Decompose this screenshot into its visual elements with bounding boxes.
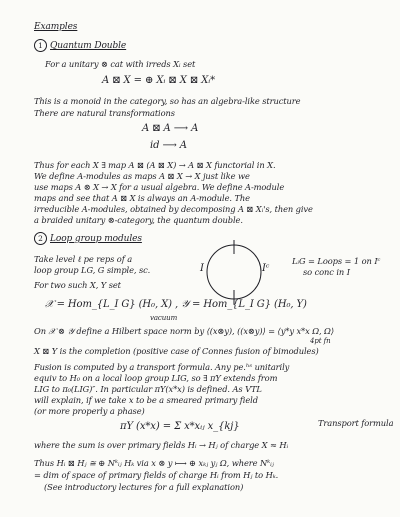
s2-line-9: equiv to H₀ on a local loop group LIG, so ∃ πY extends from — [34, 373, 278, 383]
diagram-label-I: I — [200, 263, 204, 274]
s1-line-5: id ⟶ A — [150, 140, 187, 151]
s2-line-16: Thus Hᵢ ⊠ Hⱼ ≅ ⊕ Nᵏᵢⱼ Hₖ via x ⊗ y ⟼ ⊕ xₖⱼ yⱼ Ω, where Nᵏᵢⱼ — [34, 458, 274, 468]
s2-line-10: LIG to π₀(LIG)″. In particular πY(x*x) is defined. As VTL — [34, 384, 262, 394]
diagram-note-2: so conc in I — [303, 267, 350, 277]
s2-line-6: 4pt fn — [310, 337, 331, 345]
s1-line-7: We define A-modules as maps A ⊠ X → X just like we — [34, 171, 250, 181]
s1-line-4: A ⊠ A ⟶ A — [142, 123, 199, 134]
s2-line-0: Take level ℓ pe reps of a — [34, 254, 133, 264]
section-2-title-text: Loop group modules — [50, 234, 142, 244]
s1-line-3: There are natural transformations — [34, 108, 175, 118]
section-2-number: 2 — [34, 232, 47, 245]
s2-line-7: X ⊠ Y is the completion (positive case of Connes fusion of bimodules) — [34, 346, 319, 356]
diagram-note-1: LᵢG = Loops = 1 on Iᶜ — [292, 256, 381, 266]
s2-line-11: will explain, if we take x to be a smeared primary field — [34, 395, 258, 405]
s2-line-4: vacuum — [150, 314, 178, 322]
s2-line-14: Transport formula — [318, 418, 394, 428]
s2-line-18: (See introductory lectures for a full explanation) — [44, 482, 244, 492]
s2-line-13: πY (x*x) = Σ x*xᵢⱼ x_{kj} — [120, 421, 240, 432]
section-1-title-text: Quantum Double — [50, 41, 127, 51]
s2-line-8: Fusion is computed by a transport formula. Any pe.ʰˢ unitarily — [34, 362, 290, 372]
s1-line-10: irreducible A-modules, obtained by decomposing A ⊠ Xᵢ's, then give — [34, 204, 313, 214]
s1-line-8: use maps A ⊗ X → X for a usual algebra. We define A-module — [34, 182, 285, 192]
s1-line-11: a braided unitary ⊗-category, the quantum double. — [34, 215, 243, 225]
page-heading: Examples — [34, 22, 78, 32]
s2-line-3: 𝒳 = Hom_{L_I G} (H₀, X) , 𝒴 = Hom_{L_I G} (H₀, Y) — [45, 299, 307, 310]
s2-line-17: = dim of space of primary fields of charge Hᵢ from Hⱼ to Hₖ. — [34, 470, 279, 480]
s2-line-2: For two such X, Y set — [34, 280, 121, 290]
section-1-number: 1 — [34, 39, 47, 52]
s2-line-12: (or more properly a phase) — [34, 406, 145, 416]
section-2-title — [34, 232, 142, 245]
section-1-title — [34, 39, 126, 52]
s2-line-1: loop group LG, G simple, sc. — [34, 265, 151, 275]
diagram-label-Ic: Iᶜ — [262, 263, 270, 274]
s1-line-9: maps and see that A ⊠ X is always an A-module. The — [34, 193, 250, 203]
s1-line-0: For a unitary ⊗ cat with irreds Xᵢ set — [45, 59, 196, 69]
s2-line-5: On 𝒳 ⊗ 𝒴 define a Hilbert space norm by ⟨(x⊗y), ((x⊗y)⟩ = ⟨y*y x*x Ω, Ω⟩ — [34, 326, 334, 336]
s1-line-2: This is a monoid in the category, so has an algebra-like structure — [34, 96, 301, 106]
s1-line-6: Thus for each X ∃ map A ⊠ (A ⊠ X) → A ⊠ X functorial in X. — [34, 160, 276, 170]
s1-line-1: A ⊠ X = ⊕ Xᵢ ⊠ X ⊠ Xᵢ* — [102, 75, 216, 86]
s2-line-15: where the sum is over primary fields Hᵢ → Hⱼ of charge X ≈ Hᵢ — [34, 440, 289, 450]
